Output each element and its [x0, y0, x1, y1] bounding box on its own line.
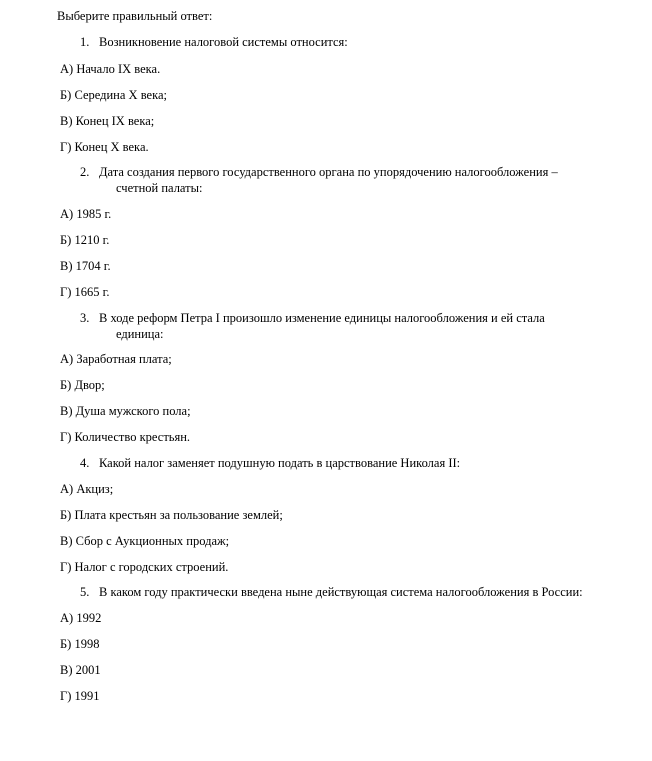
- answer-option: В) Конец IX века;: [60, 114, 155, 128]
- answer-option: А) Начало IX века.: [60, 62, 161, 76]
- question-text: Возникновение налоговой системы относится:: [99, 35, 348, 49]
- answer-option: А) 1992: [60, 611, 102, 625]
- question-text-continued: единица:: [116, 327, 164, 341]
- answer-option: А) Акциз;: [60, 482, 114, 496]
- question-4: [80, 456, 460, 471]
- question-number: 5.: [80, 585, 90, 599]
- answer-option: В) 2001: [60, 663, 101, 677]
- question-number: 1.: [80, 35, 90, 49]
- answer-option: Б) 1210 г.: [60, 233, 110, 247]
- answer-option: А) 1985 г.: [60, 207, 112, 221]
- answer-option: Г) Налог с городских строений.: [60, 560, 229, 574]
- question-text: Какой налог заменяет подушную подать в царствование Николая II:: [99, 456, 461, 470]
- question-number: 4.: [80, 456, 90, 470]
- instruction-text: Выберите правильный ответ:: [57, 9, 213, 23]
- answer-option: Б) Двор;: [60, 378, 105, 392]
- answer-option: Г) Конец X века.: [60, 140, 149, 154]
- question-3: [80, 311, 545, 326]
- answer-option: Г) Количество крестьян.: [60, 430, 191, 444]
- answer-option: Г) 1665 г.: [60, 285, 110, 299]
- answer-option: Б) Середина X века;: [60, 88, 167, 102]
- answer-option: В) Душа мужского пола;: [60, 404, 191, 418]
- question-2: [80, 165, 558, 180]
- answer-option: В) 1704 г.: [60, 259, 111, 273]
- question-text: В каком году практически введена ныне действующая система налогообложения в России:: [99, 585, 583, 599]
- question-text: В ходе реформ Петра I произошло изменение единицы налогообложения и ей стала: [99, 311, 545, 325]
- question-number: 3.: [80, 311, 90, 325]
- question-5: [80, 585, 583, 600]
- question-number: 2.: [80, 165, 90, 179]
- answer-option: Б) 1998: [60, 637, 100, 651]
- answer-option: Б) Плата крестьян за пользование землей;: [60, 508, 283, 522]
- answer-option: А) Заработная плата;: [60, 352, 172, 366]
- answer-option: Г) 1991: [60, 689, 100, 703]
- question-text: Дата создания первого государственного органа по упорядочению налогообложения –: [99, 165, 558, 179]
- question-text-continued: счетной палаты:: [116, 181, 203, 195]
- question-1: [80, 35, 348, 50]
- answer-option: В) Сбор с Аукционных продаж;: [60, 534, 230, 548]
